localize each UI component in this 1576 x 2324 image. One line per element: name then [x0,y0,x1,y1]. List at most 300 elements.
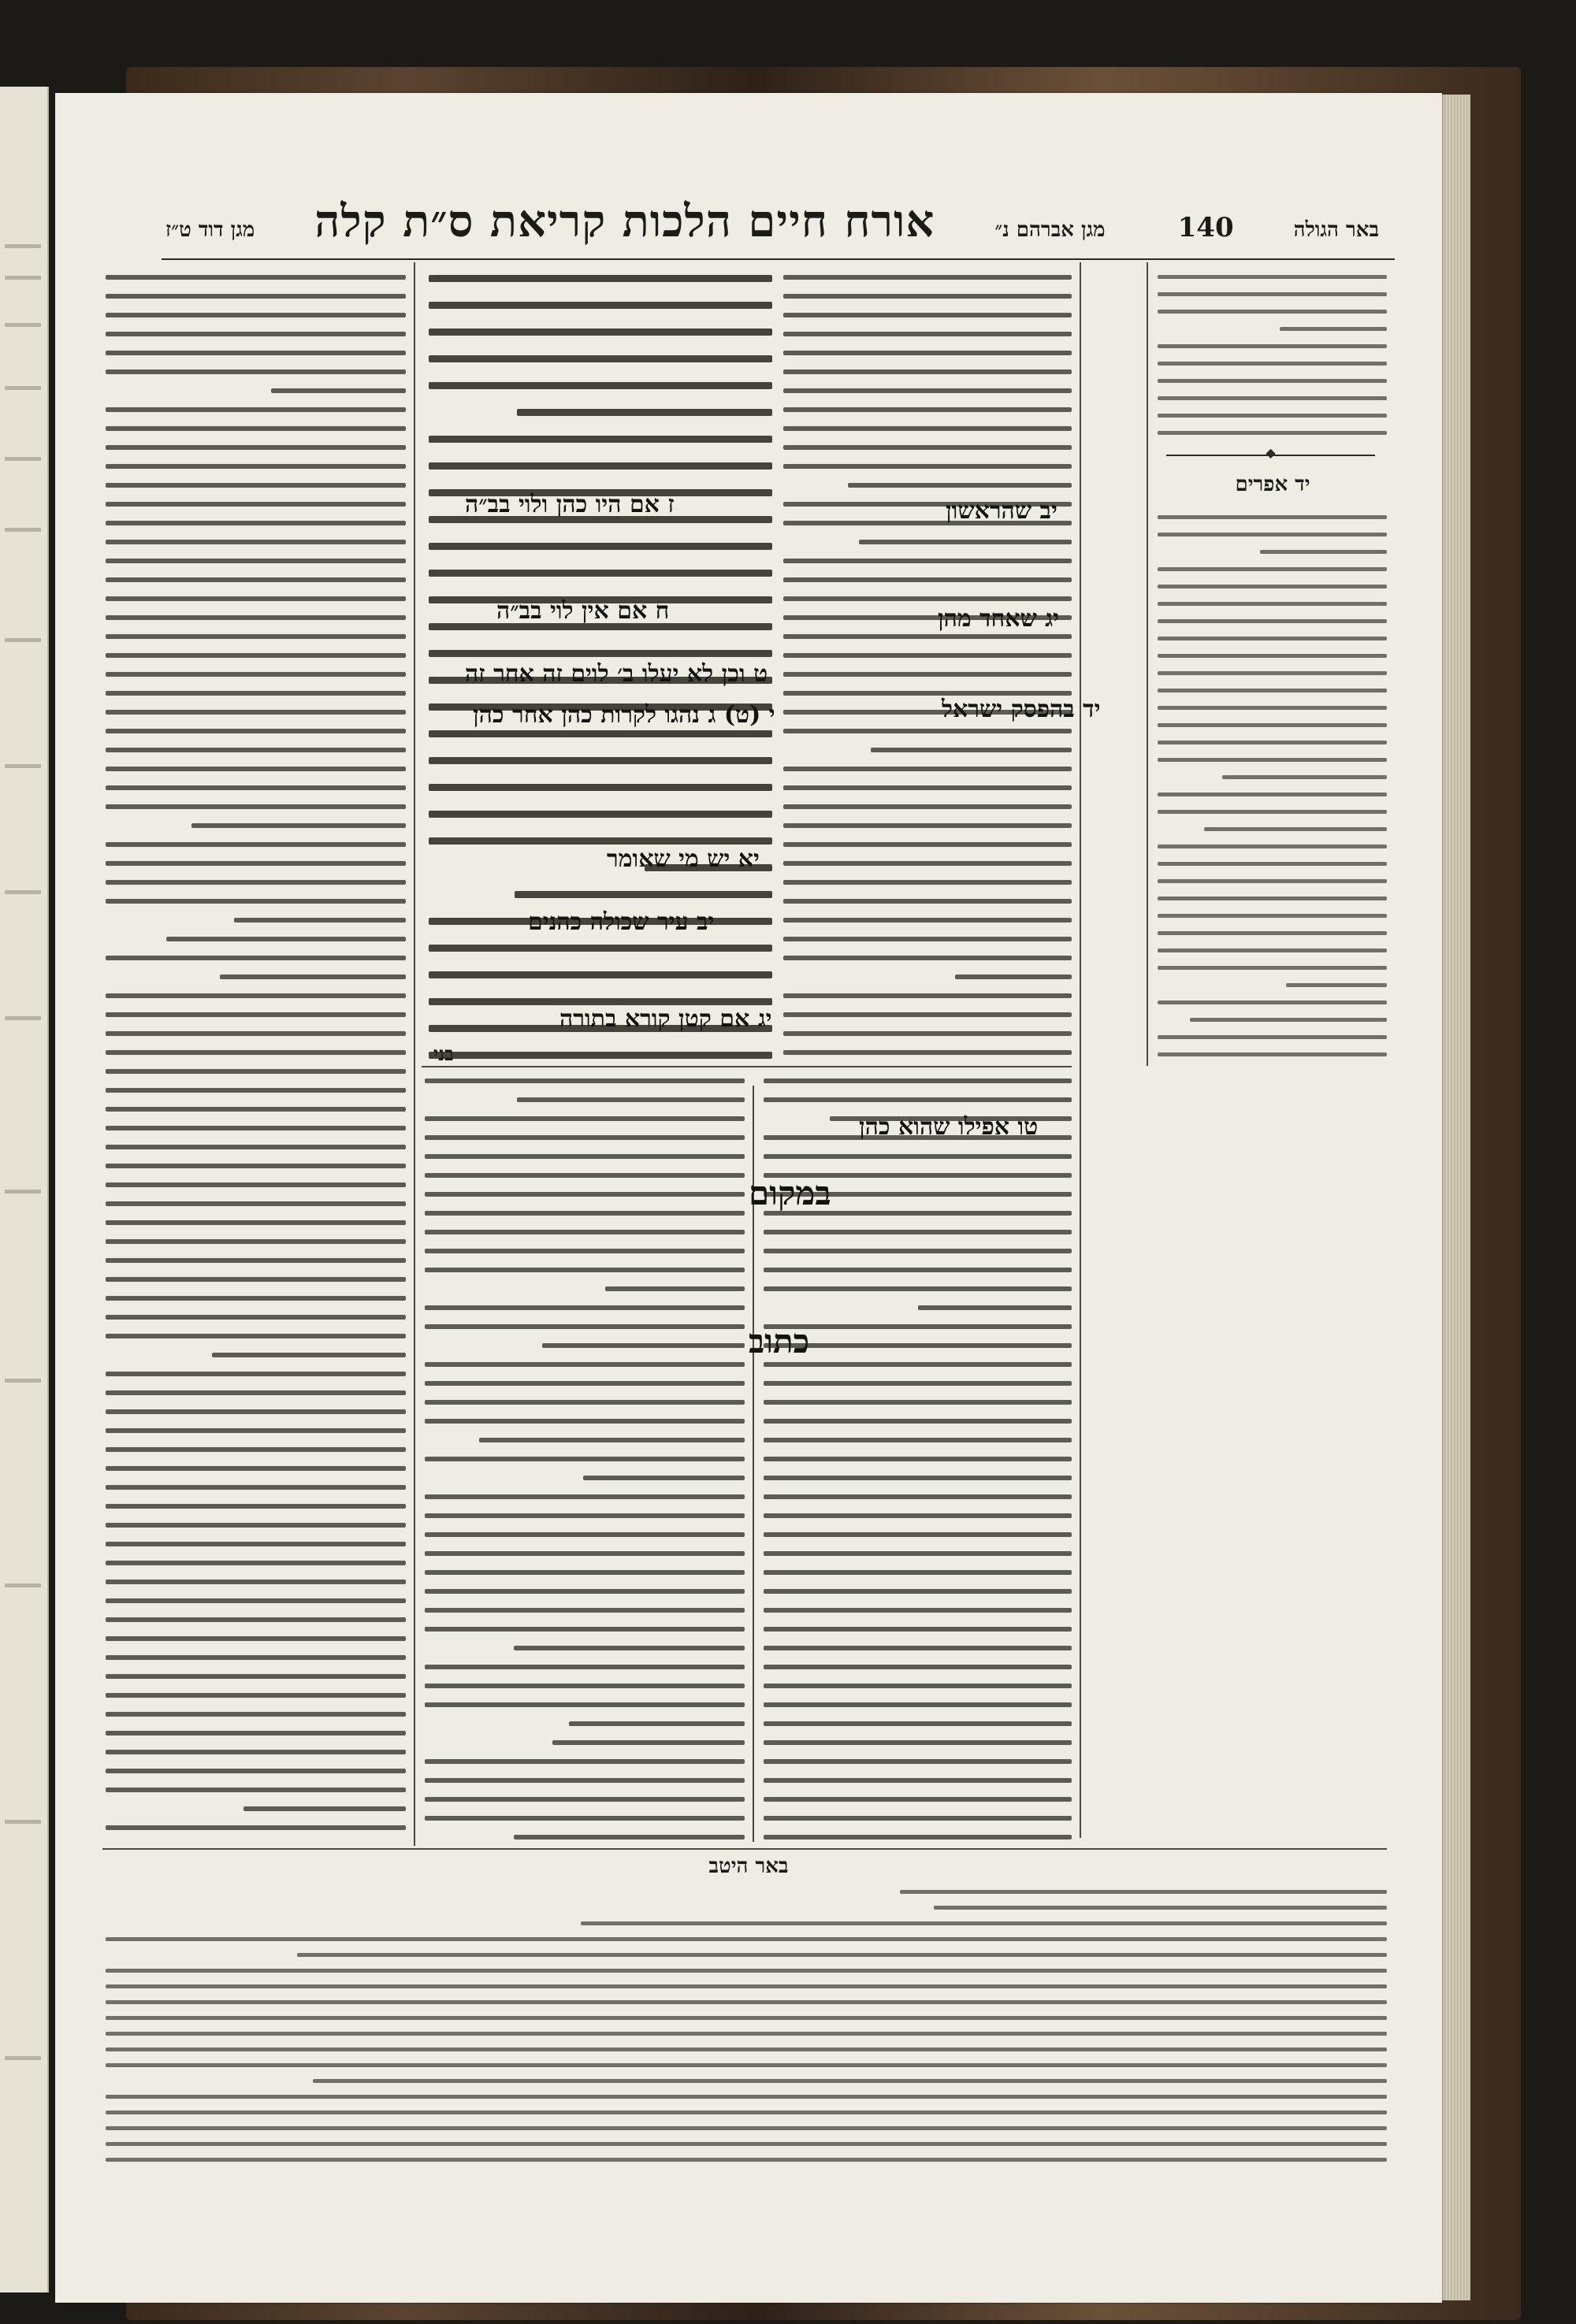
text-line [783,332,1072,336]
text-line [429,436,772,443]
text-line [106,1636,406,1641]
text-line [783,596,1072,601]
text-line [106,275,406,280]
text-line [106,1012,406,1017]
text-line [106,1164,406,1168]
text-line [859,540,1072,544]
text-line [783,899,1072,904]
text-line [1158,431,1387,435]
commentary-heading-tet-vav: טו אפילו שהוא כהן [859,1113,1039,1141]
text-line [425,1135,745,1140]
text-line [106,691,406,696]
text-line [106,1598,406,1603]
page-edges [1440,95,1470,2300]
text-line [429,730,772,737]
text-line [1280,327,1387,331]
text-line [106,369,406,374]
text-line [429,811,772,818]
text-line [764,1570,1072,1575]
text-line [106,2095,1387,2099]
text-line [106,1145,406,1149]
text-line [783,351,1072,355]
text-line [425,1211,745,1216]
text-line [764,1532,1072,1537]
text-line [234,918,406,923]
beer-hagolah-column [1154,270,1387,451]
text-line [425,1665,745,1669]
text-line [425,1249,745,1253]
text-line [605,1286,745,1291]
main-heading-yud: י (ט) ג נהגו לקרות כהן אחר כהן [473,701,775,729]
text-line [764,1778,1072,1783]
beer-heitev-title: באר היטב [708,1854,789,1878]
text-line [425,1702,745,1707]
text-line [1158,723,1387,727]
commentary-heading-katuv: כתוב [749,1322,810,1361]
text-line [425,1230,745,1234]
text-line [425,1268,745,1272]
text-line [1158,914,1387,918]
text-line [425,1816,745,1821]
text-line [764,1286,1072,1291]
text-line [106,634,406,639]
text-line [918,1305,1072,1310]
text-line [106,767,406,771]
text-line [106,2016,1387,2020]
text-line [1158,897,1387,900]
main-heading-chet: ח אם אין לוי בב״ה [496,597,670,625]
text-line [764,1740,1072,1745]
text-line [783,275,1072,280]
text-line [106,2142,1387,2146]
commentary-heading-bemakom: במקום [749,1174,831,1212]
text-line [783,559,1072,563]
text-line [106,1712,406,1717]
text-line [764,1362,1072,1367]
text-line [764,1154,1072,1159]
text-line [764,1343,1072,1348]
text-line [243,1806,406,1811]
text-line [764,1702,1072,1707]
text-line [783,918,1072,923]
text-line [425,1362,745,1367]
header-magen-david: מגן דוד ט״ז [165,218,255,242]
text-line [783,956,1072,960]
text-line [106,710,406,715]
text-line [106,1201,406,1206]
text-line [191,823,406,828]
text-line [106,1580,406,1584]
text-line [106,1969,1387,1973]
text-line [106,1334,406,1338]
text-line [106,1088,406,1093]
text-line [1158,949,1387,952]
column-rule [414,262,415,1846]
text-line [106,1258,406,1263]
text-line [106,1372,406,1376]
text-line [1286,983,1387,987]
text-line [106,1447,406,1452]
text-line [517,1097,745,1102]
text-line [764,1759,1072,1764]
text-line [764,1589,1072,1594]
text-line [1158,706,1387,710]
text-line [106,1485,406,1490]
running-head [165,195,1379,258]
text-line [783,823,1072,828]
main-heading-yud-alef: יא יש מי שאומר [607,845,760,873]
text-line [1190,1018,1387,1022]
text-line [166,937,406,941]
text-line [783,407,1072,412]
text-line [425,1684,745,1688]
text-line [106,1220,406,1225]
text-line [783,767,1072,771]
text-line [106,672,406,677]
text-line [764,1665,1072,1669]
text-line [429,757,772,764]
text-line [425,1419,745,1424]
text-line [1158,414,1387,418]
text-line [106,861,406,866]
text-line [583,1476,745,1480]
magen-david-column [102,270,406,1842]
text-line [106,1182,406,1187]
text-line [764,1476,1072,1480]
text-line [1158,585,1387,588]
text-line [1158,310,1387,314]
text-line [106,332,406,336]
text-line [429,998,772,1005]
text-line [106,1466,406,1471]
text-line [783,993,1072,998]
text-line [1158,533,1387,536]
text-line [783,634,1072,639]
text-line [425,1116,745,1121]
text-line [514,1835,745,1840]
text-line [106,577,406,582]
text-line [764,1268,1072,1272]
text-line [783,804,1072,809]
text-line [429,945,772,952]
text-line [1158,862,1387,866]
text-line [106,956,406,960]
text-line [783,388,1072,393]
text-line [106,1050,406,1055]
text-line [106,1561,406,1565]
main-heading-zayin: ז אם היו כהן ולוי בב״ה [465,491,675,518]
text-line [106,785,406,790]
text-line [106,2063,1387,2067]
text-line [106,1107,406,1112]
text-line [106,294,406,299]
text-line [425,1192,745,1197]
text-line [783,369,1072,374]
text-line [1158,515,1387,519]
column-rule [1147,262,1148,1066]
text-line [1158,758,1387,762]
main-text-bottom-rule [422,1066,1072,1067]
text-line [106,804,406,809]
text-line [934,1906,1387,1910]
text-line [106,1542,406,1546]
text-line [106,407,406,412]
text-line [429,302,772,309]
text-line [783,1012,1072,1017]
text-line [106,1390,406,1395]
text-line [106,351,406,355]
text-line [425,1551,745,1556]
text-line [429,355,772,362]
text-line [106,1937,1387,1941]
text-line [764,1097,1072,1102]
text-line [764,1438,1072,1442]
text-line [425,1173,745,1178]
text-line [425,1078,745,1083]
text-line [106,1296,406,1301]
yad-efraim-column [1154,510,1387,1062]
text-line [425,1494,745,1499]
text-line [1158,879,1387,883]
text-line [569,1721,745,1726]
text-line [1158,741,1387,744]
commentary-heading-yud-gimel: יג שאחד מהן [938,605,1060,633]
text-line [106,615,406,620]
text-line [106,1984,1387,1988]
text-line [783,426,1072,431]
text-line [425,1154,745,1159]
text-line [1158,689,1387,692]
text-line [106,596,406,601]
text-line [212,1353,406,1357]
text-line [1158,292,1387,296]
text-line [106,1126,406,1130]
text-line [764,1249,1072,1253]
text-line [429,650,772,657]
magen-avraham-continued [422,1074,745,1842]
text-line [106,1239,406,1244]
text-line [106,1788,406,1792]
text-line [220,975,406,979]
text-line [425,1400,745,1405]
text-line [542,1343,745,1348]
text-line [106,1769,406,1773]
text-line [425,1570,745,1575]
text-line [783,1050,1072,1055]
text-line [479,1438,745,1442]
text-line [764,1400,1072,1405]
text-line [106,1504,406,1509]
text-line [106,993,406,998]
text-line [1158,671,1387,675]
text-line [106,521,406,525]
text-line [429,329,772,336]
text-line [106,1409,406,1414]
text-line [764,1551,1072,1556]
text-line [783,880,1072,885]
header-magen-avraham: מגן אברהם נ״ [994,218,1106,242]
text-line [764,1608,1072,1613]
text-line [1158,1035,1387,1039]
text-line [106,1069,406,1074]
text-line [106,1031,406,1036]
page-title: אורח חיים הלכות קריאת ס״ת קלה [314,195,935,247]
text-line [106,2158,1387,2162]
text-line [106,2032,1387,2036]
text-line [783,313,1072,317]
closing-catchword: בני [433,1042,454,1065]
book-page [55,93,1442,2303]
text-line [425,1797,745,1802]
text-line [900,1890,1387,1894]
header-rule [162,258,1395,260]
text-line [1158,793,1387,796]
text-line [425,1513,745,1518]
text-line [783,653,1072,658]
text-line [552,1740,745,1745]
text-line [425,1759,745,1764]
text-line [106,1693,406,1698]
text-line [429,570,772,577]
text-line [106,2126,1387,2130]
text-line [429,1052,772,1059]
main-heading-tet: ט וכן לא יעלו ב׳ לוים זה אחר זה [465,660,768,688]
text-line [425,1457,745,1461]
text-line [425,1778,745,1783]
text-line [1158,1052,1387,1056]
text-line [1158,602,1387,606]
text-line [764,1230,1072,1234]
text-line [106,2000,1387,2004]
text-line [514,1646,745,1650]
text-line [429,462,772,470]
text-line [106,445,406,450]
text-line [1204,827,1387,831]
text-line [1158,379,1387,383]
lower-commentary-rule [102,1848,1387,1850]
text-line [106,502,406,507]
text-line [783,861,1072,866]
text-line [106,1523,406,1528]
text-line [764,1419,1072,1424]
text-line [106,2111,1387,2114]
text-line [271,388,406,393]
text-line [764,1721,1072,1726]
text-line [106,2047,1387,2051]
text-line [106,426,406,431]
text-line [313,2079,1387,2083]
text-line [106,1731,406,1736]
text-line [783,937,1072,941]
text-line [429,543,772,550]
text-line [1158,396,1387,400]
text-line [1158,362,1387,366]
text-line [106,1277,406,1282]
text-line [425,1532,745,1537]
text-line [1158,567,1387,571]
text-line [106,464,406,469]
text-line [515,891,772,898]
text-line [764,1494,1072,1499]
text-line [1158,275,1387,279]
text-line [106,748,406,752]
text-line [425,1589,745,1594]
text-line [106,729,406,733]
text-line [764,1627,1072,1632]
text-line [106,559,406,563]
text-line [429,382,772,389]
text-line [106,842,406,847]
text-line [764,1078,1072,1083]
text-line [1158,845,1387,848]
text-line [764,1835,1072,1840]
text-line [1158,966,1387,970]
commentary-heading-yud-bet: יב שהראשון [946,497,1057,525]
text-line [764,1324,1072,1329]
text-line [1260,550,1387,554]
main-heading-yud-bet: יב עיר שכולה כהנים [528,908,715,936]
text-line [425,1305,745,1310]
text-line [106,899,406,904]
text-line [1158,931,1387,935]
text-line [764,1513,1072,1518]
text-line [517,409,772,416]
text-line [783,785,1072,790]
text-line [871,748,1072,752]
text-line [848,483,1072,488]
text-line [429,784,772,791]
text-line [106,1655,406,1660]
text-line [1222,775,1387,779]
text-line [106,880,406,885]
header-beer-hagolah: באר הגולה [1293,218,1379,242]
column-rule [1080,262,1081,1838]
text-line [764,1381,1072,1386]
text-line [783,294,1072,299]
text-line [106,1428,406,1433]
text-line [425,1627,745,1632]
text-line [581,1921,1387,1925]
text-line [764,1797,1072,1802]
text-line [425,1381,745,1386]
text-line [1158,637,1387,640]
beer-heitev-lower [102,1885,1387,2169]
text-line [783,842,1072,847]
text-line [783,672,1072,677]
text-line [106,483,406,488]
text-line [425,1608,745,1613]
magen-avraham-column [780,270,1072,1066]
text-line [783,1031,1072,1036]
text-line [106,313,406,317]
text-line [106,540,406,544]
text-line [297,1953,1387,1957]
left-facing-page [0,87,49,2292]
commentary-heading-yud-dalet: יד בהפסק ישראל [942,696,1101,723]
text-line [955,975,1072,979]
text-line [783,445,1072,450]
text-line [1158,344,1387,348]
text-line [106,1315,406,1320]
text-line [106,1825,406,1830]
text-line [764,1457,1072,1461]
text-line [429,275,772,282]
text-line [429,971,772,978]
main-heading-yud-gimel: יג אם קטן קורא בתורה [559,1005,772,1033]
text-line [764,1816,1072,1821]
text-line [425,1324,745,1329]
text-line [429,837,772,845]
